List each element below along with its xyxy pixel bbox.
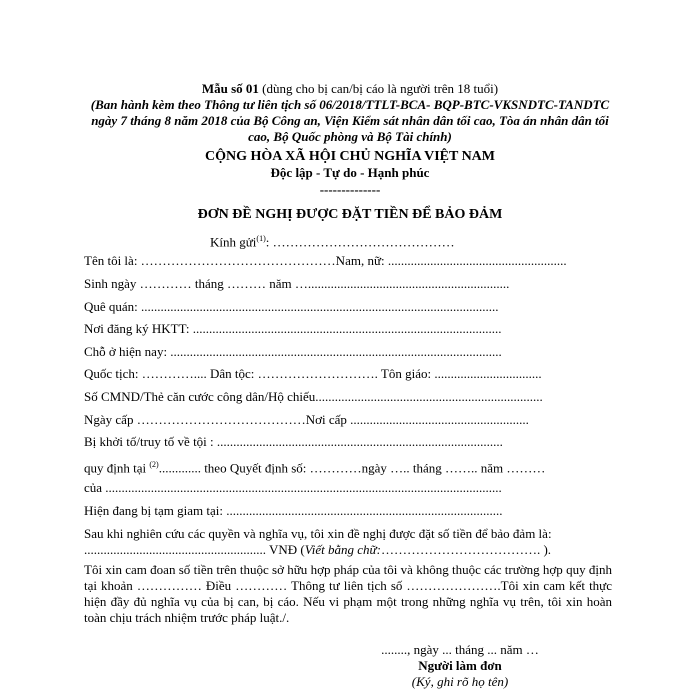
- field-birth-date[interactable]: Sinh ngày ………… tháng ……… năm …..............................................................: [84, 276, 510, 291]
- footnote-marker-1: (1): [256, 234, 266, 243]
- recipient-line: [210, 231, 455, 249]
- field-hometown[interactable]: Quê quán: ..............................................................................................................: [84, 299, 499, 314]
- issuance-note-line-1: (Ban hành kèm theo Thông tư liên tịch số 06/2018/TTLT-BCA- BQP-BTC-VKSNDTC-TANDTC: [90, 97, 610, 112]
- motto: Độc lập - Tự do - Hạnh phúc: [270, 165, 430, 180]
- field-issuing-authority[interactable]: của ..........................................................................................................................: [84, 480, 502, 495]
- issuance-note-line-2: ngày 7 tháng 8 năm 2018 của Bộ Công an, Viện Kiểm sát nhân dân tối cao, Tòa án nhân dân tối: [91, 113, 609, 128]
- form-number-scope: (dùng cho bị can/bị cáo là người trên 18 tuổi): [258, 81, 499, 96]
- legal-basis-label: quy định tại: [84, 460, 150, 476]
- nation-heading: CỘNG HÒA XÃ HỘI CHỦ NGHĨA VIỆT NAM: [204, 149, 495, 164]
- form-number: [0, 81, 700, 96]
- field-issue-date[interactable]: Ngày cấp …………………………………Nơi cấp .......................................................: [84, 412, 529, 427]
- signature-note: (Ký, ghi rõ họ tên): [411, 674, 509, 689]
- field-legal-basis[interactable]: [84, 457, 545, 475]
- field-full-name[interactable]: Tên tôi là: ………………………………………Nam, nữ: .......................................................: [84, 253, 567, 268]
- field-detention-place[interactable]: Hiện đang bị tạm giam tại: .....................................................................................: [84, 503, 503, 518]
- recipient-blank: : ……………………………………: [265, 234, 455, 250]
- bail-amount-blank: ........................................................ VNĐ (: [84, 542, 305, 557]
- signer-role: Người làm đơn: [418, 658, 502, 673]
- commitment-paragraph: Tôi xin cam đoan số tiền trên thuộc sở hữu hợp pháp của tôi và không thuộc các trường hợp quy định tại khoản …………… Điều ………… Thông tư liên tịch số ………………….Tôi xin cam kết thực hiện đầy đủ nghĩa vụ của bị can, bị cáo. Nếu vi phạm một trong những nghĩa vụ trên, tôi xin hoàn toàn chịu trách nhiệm trước pháp luật./.: [84, 562, 612, 625]
- amount-in-words-blank: ………………………………. ).: [380, 542, 552, 557]
- recipient-label: Kính gửi: [210, 234, 257, 250]
- signature-date[interactable]: ........, ngày ... tháng ... năm …: [381, 642, 539, 657]
- legal-basis-blank: ............. theo Quyết định số: …………ngày ….. tháng …….. năm ………: [158, 460, 546, 476]
- form-number-label: Mẫu số 01: [201, 81, 259, 96]
- field-charged-offense[interactable]: Bị khởi tố/truy tố về tội : ........................................................................................: [84, 434, 503, 449]
- field-current-address[interactable]: Chỗ ở hiện nay: ......................................................................................................: [84, 344, 502, 359]
- field-id-number[interactable]: Số CMND/Thẻ căn cước công dân/Hộ chiếu......................................................................: [84, 389, 543, 404]
- bail-request-line-1: Sau khi nghiên cứu các quyền và nghĩa vụ, tôi xin đề nghị được đặt số tiền để bảo đảm là:: [84, 526, 552, 541]
- separator: --------------: [319, 182, 381, 197]
- issuance-note-line-3: cao, Bộ Quốc phòng và Bộ Tài chính): [248, 129, 452, 144]
- footnote-marker-2: (2): [149, 460, 159, 469]
- bail-amount-field[interactable]: [84, 542, 551, 557]
- field-nationality[interactable]: Quốc tịch: ………….... Dân tộc: ………………………. Tôn giáo: .................................: [84, 366, 542, 381]
- field-registered-residence[interactable]: Nơi đăng ký HKTT: ...............................................................................................: [84, 321, 502, 336]
- document-title: ĐƠN ĐỀ NGHỊ ĐƯỢC ĐẶT TIỀN ĐỂ BẢO ĐẢM: [197, 207, 503, 222]
- amount-in-words-label: Viết bằng chữ:: [304, 542, 381, 557]
